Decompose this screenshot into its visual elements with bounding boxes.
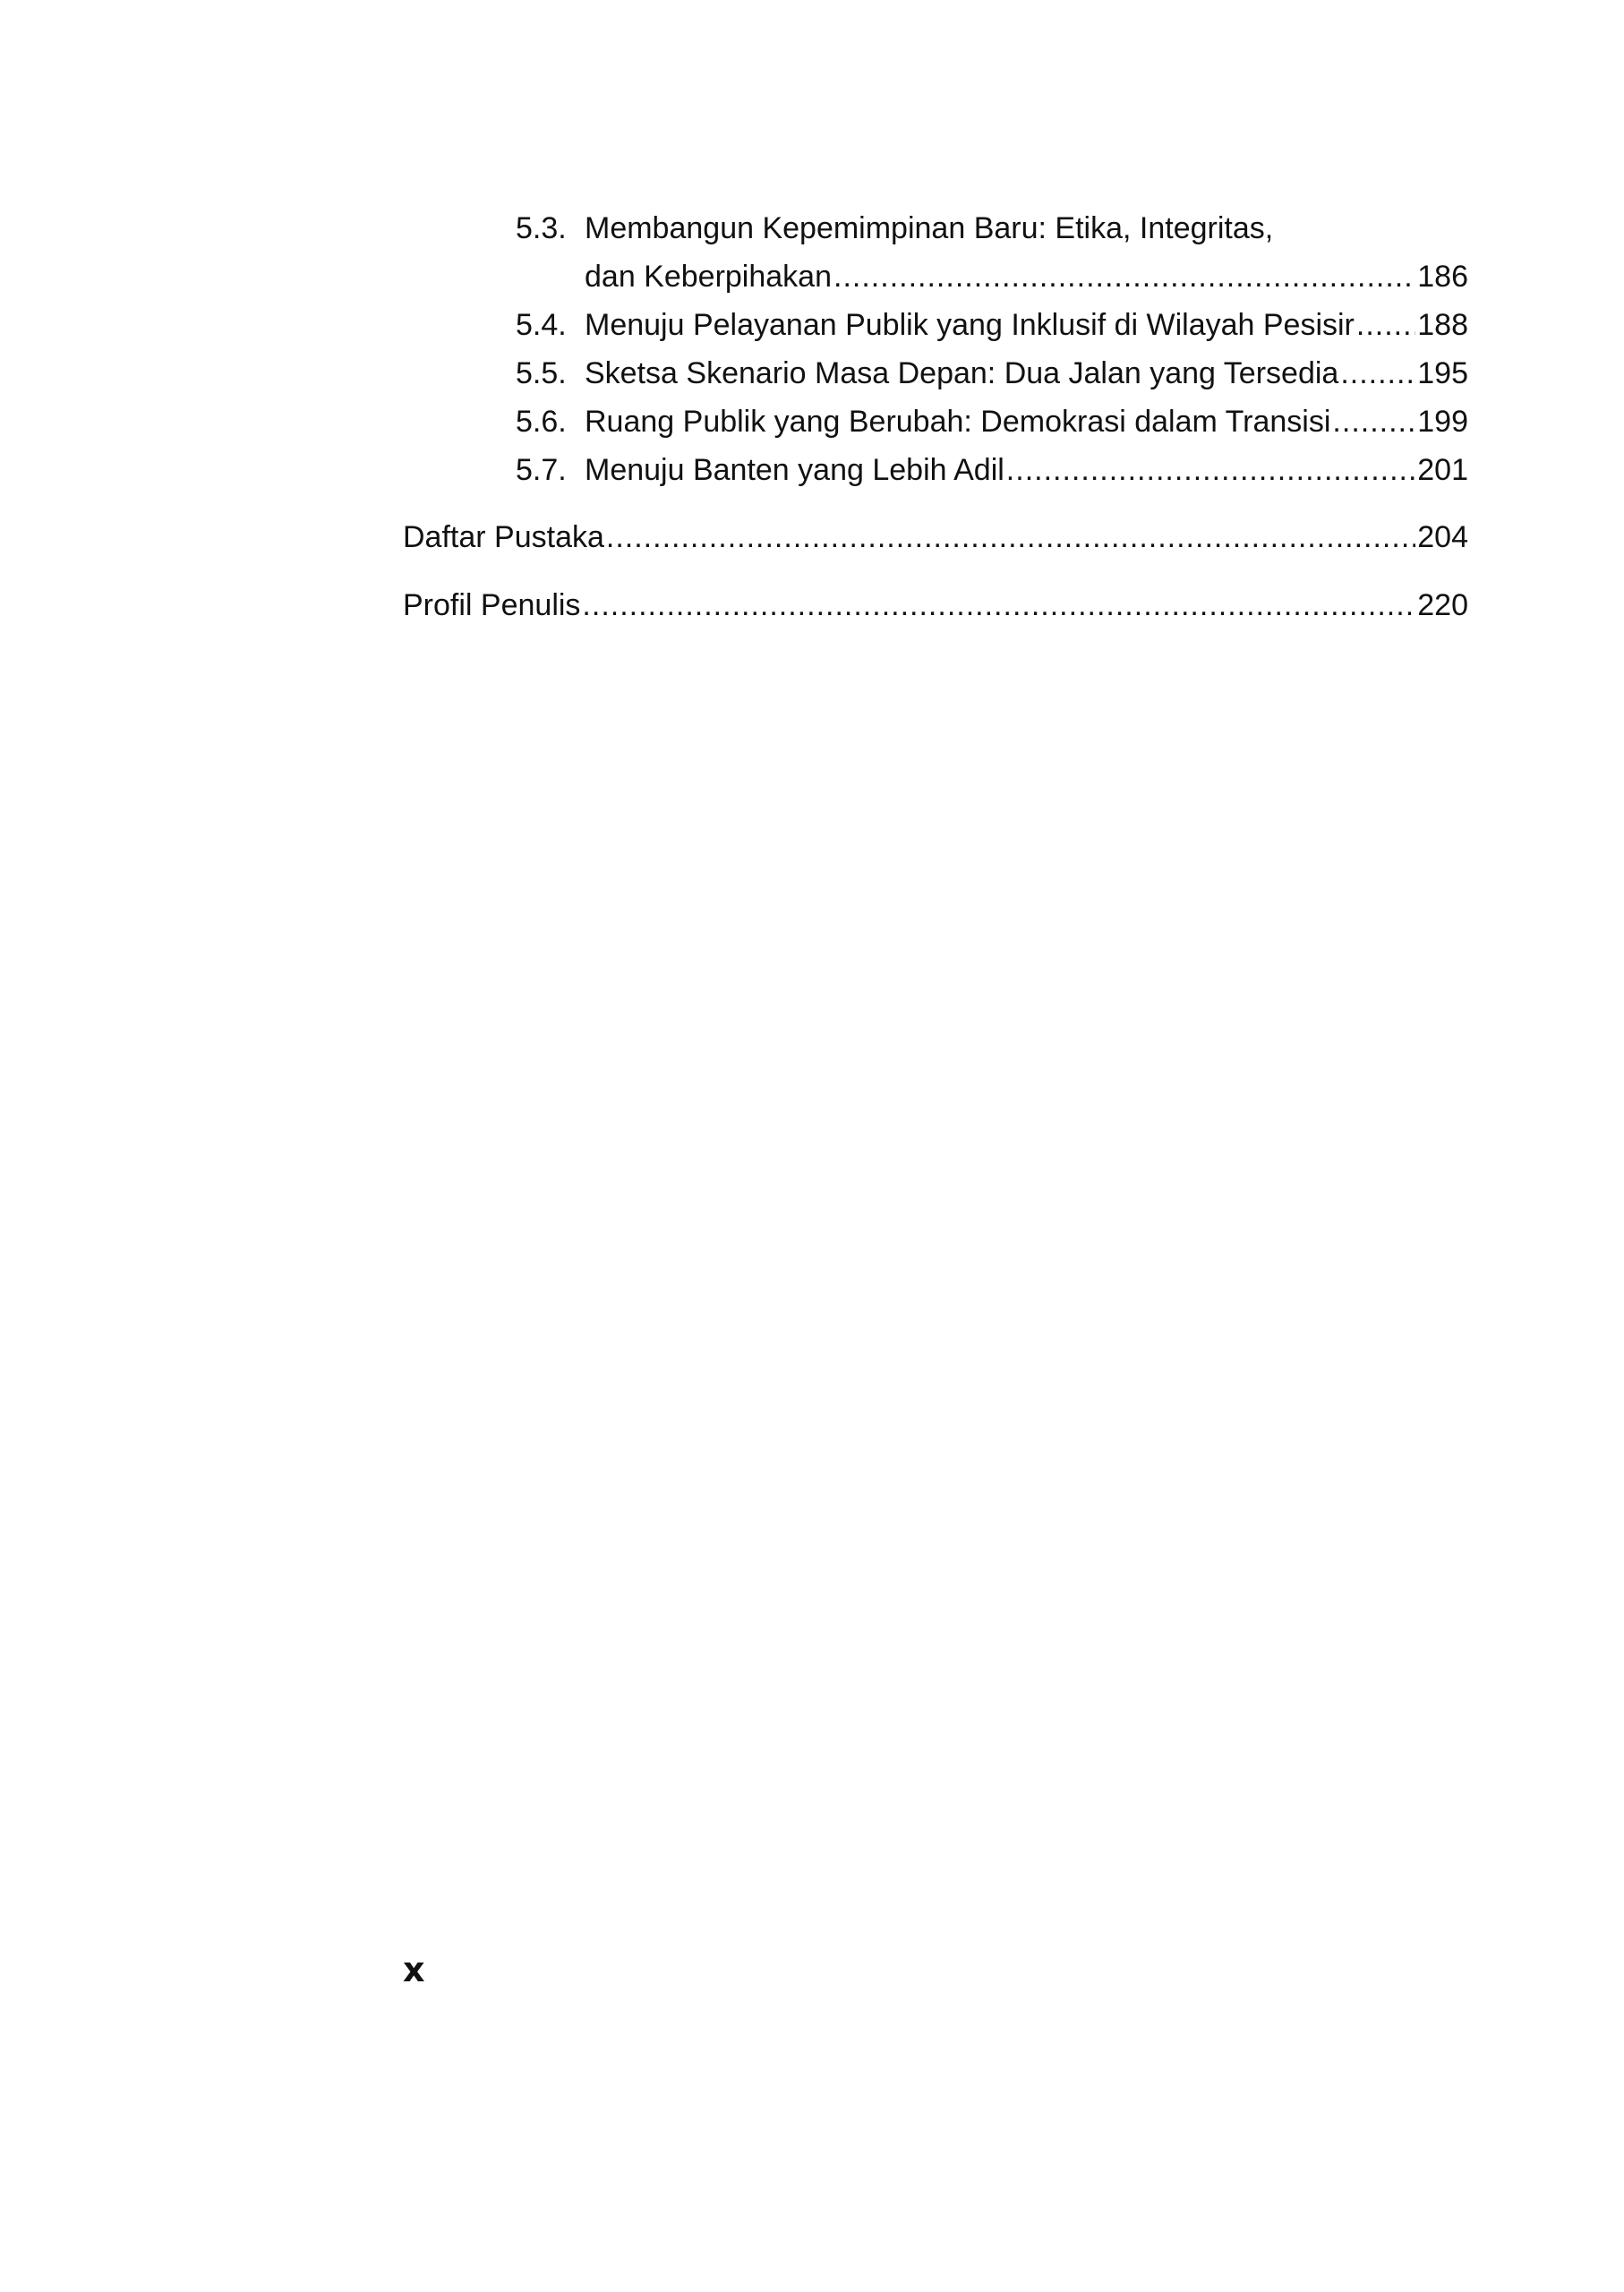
toc-entry-page: 204 [1417, 520, 1468, 554]
toc-entry-title: Daftar Pustaka [403, 520, 604, 554]
toc-entry-number: 5.3. [516, 211, 567, 245]
toc-entry-page: 201 [1417, 453, 1468, 487]
toc-entry-title: Profil Penulis [403, 588, 581, 622]
toc-entry-page: 220 [1417, 588, 1468, 622]
dot-leader [1356, 301, 1415, 349]
toc-entry-profil-penulis[interactable] [403, 580, 1468, 630]
dot-leader [1332, 398, 1415, 446]
toc-entry-5-4[interactable] [516, 301, 1468, 349]
toc-entry-title: Menuju Pelayanan Publik yang Inklusif di Wilayah Pesisir [585, 308, 1355, 342]
table-of-contents [403, 204, 1468, 630]
toc-entry-title: Ruang Publik yang Berubah: Demokrasi dalam Transisi [585, 405, 1331, 439]
toc-entry-number: 5.4. [516, 308, 567, 342]
toc-entry-title: Menuju Banten yang Lebih Adil [585, 453, 1004, 487]
toc-entry-page: 195 [1417, 356, 1468, 390]
toc-entry-title: Sketsa Skenario Masa Depan: Dua Jalan yang Tersedia [585, 356, 1339, 390]
toc-entry-number: 5.6. [516, 405, 567, 439]
page-folio: x [403, 1950, 425, 1989]
toc-entry-page: 186 [1417, 260, 1468, 294]
toc-entry-number: 5.5. [516, 356, 567, 390]
dot-leader [606, 512, 1415, 562]
dot-leader [1340, 349, 1415, 398]
toc-entry-number: 5.7. [516, 453, 567, 487]
toc-entry-5-7[interactable] [516, 446, 1468, 494]
toc-entry-daftar-pustaka[interactable] [403, 512, 1468, 562]
toc-entry-title: Membangun Kepemimpinan Baru: Etika, Integritas, [585, 211, 1274, 245]
toc-entry-page: 199 [1417, 405, 1468, 439]
dot-leader [1006, 446, 1415, 494]
toc-entry-5-5[interactable] [516, 349, 1468, 398]
dot-leader [833, 252, 1415, 301]
toc-entry-5-3[interactable] [516, 204, 1468, 301]
toc-entry-5-6[interactable] [516, 398, 1468, 446]
toc-entry-page: 188 [1417, 308, 1468, 342]
toc-entry-title-continued: dan Keberpihakan [585, 260, 833, 294]
dot-leader [582, 580, 1415, 630]
